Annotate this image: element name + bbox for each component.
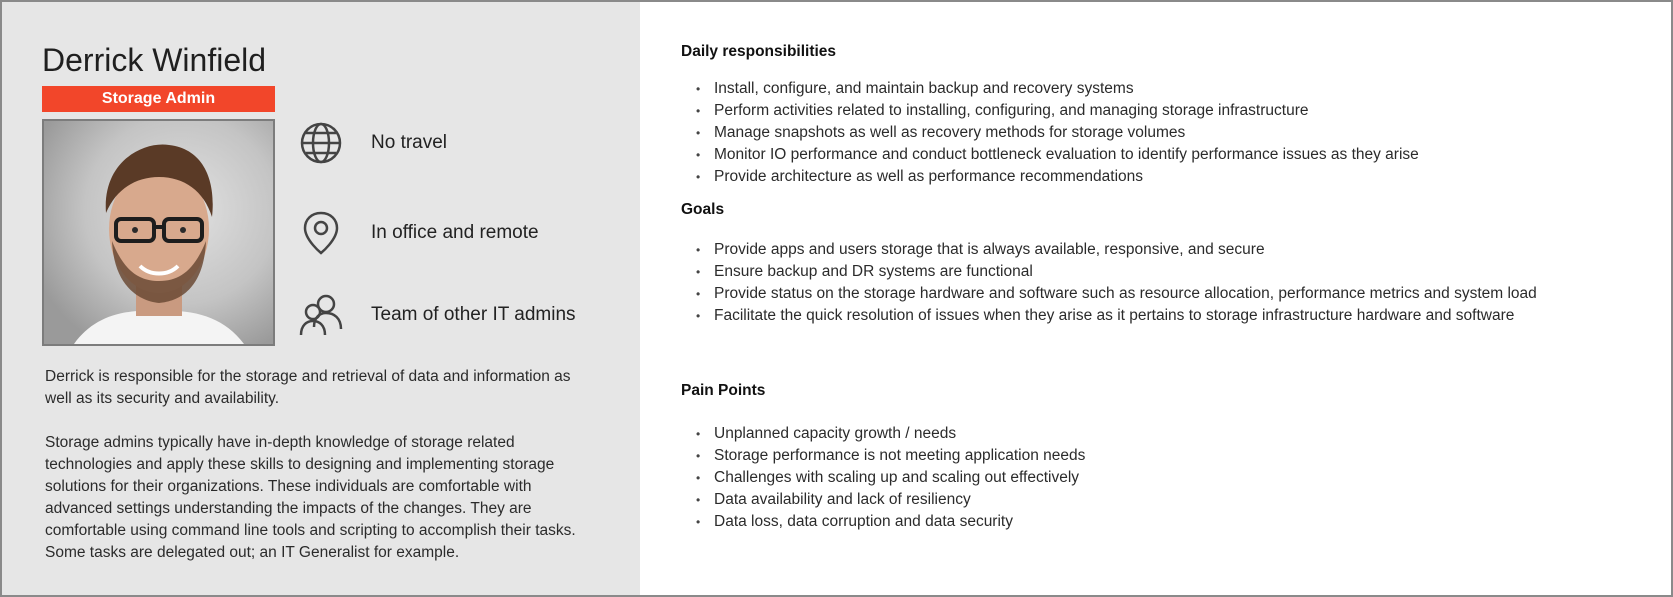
persona-details-panel [640,2,1671,595]
list-item: • Challenges with scaling up and scaling out effectively [681,467,1085,489]
attribute-label: In office and remote [371,222,539,243]
list-item: • Ensure backup and DR systems are functional [681,261,1537,283]
list-item: • Perform activities related to installing, configuring, and managing storage infrastructure [681,100,1419,122]
role-badge: Storage Admin [42,86,275,112]
avatar [42,119,275,346]
section-title-daily: Daily responsibilities [681,43,837,60]
goals-list [681,239,1537,327]
attribute-travel [298,120,447,166]
attribute-label: Team of other IT admins [371,304,576,325]
attribute-team [298,292,576,338]
location-pin-icon [298,210,344,256]
daily-responsibilities-list [681,78,1419,188]
list-item: • Install, configure, and maintain backup and recovery systems [681,78,1419,100]
list-item: • Provide status on the storage hardware and software such as resource allocation, performance metrics and system load [681,283,1537,305]
list-item: • Storage performance is not meeting application needs [681,445,1085,467]
section-title-goals: Goals [681,201,725,218]
attribute-label: No travel [371,132,448,153]
persona-description-details: Storage admins typically have in-depth knowledge of storage related technologies and apply these skills to designing and implementing storage solutions for their organizations. These individuals are comfortable with advanced settings understanding the impacts of the changes. They are comfortable using command line tools and scripting to accomplish their tasks. Some tasks are delegated out; an IT Generalist for example. [45,434,576,561]
pain-points-list [681,423,1085,533]
list-item: • Manage snapshots as well as recovery methods for storage volumes [681,122,1419,144]
list-item: • Provide architecture as well as performance recommendations [681,166,1419,188]
persona-summary-panel [2,2,640,595]
avatar-portrait-icon [44,121,273,344]
list-item: • Data availability and lack of resiliency [681,489,1085,511]
list-item: • Facilitate the quick resolution of issues when they arise as it pertains to storage infrastructure hardware and software [681,305,1537,327]
list-item: • Monitor IO performance and conduct bottleneck evaluation to identify performance issues as they arise [681,144,1419,166]
list-item: • Provide apps and users storage that is always available, responsive, and secure [681,239,1537,261]
section-title-pain-points: Pain Points [681,382,766,399]
list-item: • Unplanned capacity growth / needs [681,423,1085,445]
globe-icon [298,120,344,166]
attribute-location [298,210,539,256]
people-icon [298,292,344,338]
persona-name: Derrick Winfield [42,42,267,78]
persona-description-intro: Derrick is responsible for the storage and retrieval of data and information as well as its security and availability. [45,368,571,407]
list-item: • Data loss, data corruption and data security [681,511,1085,533]
